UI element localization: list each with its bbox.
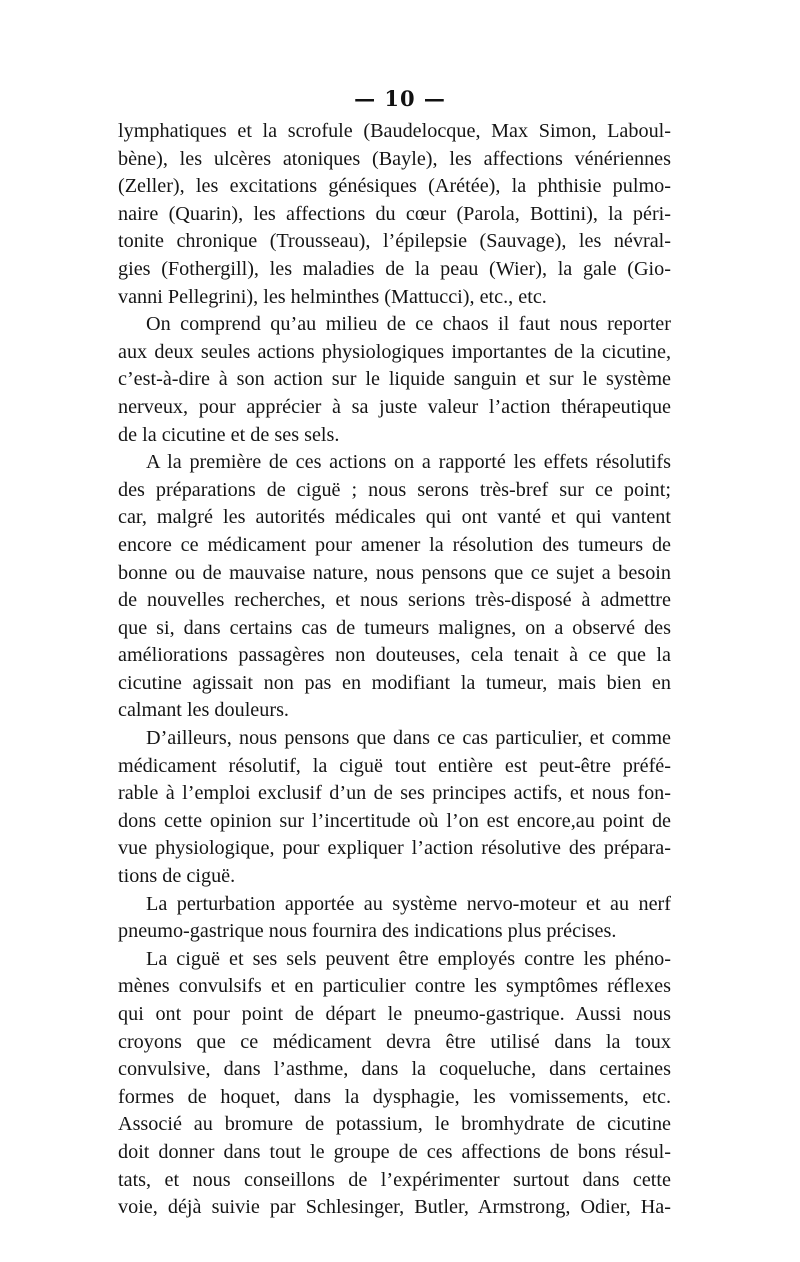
text-line: vanni Pellegrini), les helminthes (Mattucci), etc., etc.: [118, 285, 547, 308]
paragraph-start-line: A la première de ces actions on a rapporté les effets résolutifs: [146, 451, 671, 474]
text-line: de la cicutine et de ses sels.: [118, 423, 340, 446]
text-line: encore ce médicament pour amener la résolution des tumeurs de: [118, 533, 671, 556]
text-line: tats, et nous conseillons de l’expérimenter surtout dans cette: [118, 1168, 671, 1191]
paragraph-start-line: D’ailleurs, nous pensons que dans ce cas particulier, et comme: [146, 727, 671, 750]
text-line: c’est-à-dire à son action sur le liquide sanguin et sur le système: [118, 368, 671, 391]
text-line: lymphatiques et la scrofule (Baudelocque, Max Simon, Laboul-: [118, 120, 671, 142]
paragraph-start-line: La perturbation apportée au système nervo-moteur et au nerf: [146, 892, 671, 915]
text-line: aux deux seules actions physiologiques importantes de la cicutine,: [118, 340, 671, 363]
paragraph-start-line: La ciguë et ses sels peuvent être employés contre les phéno-: [146, 947, 671, 970]
text-line: naire (Quarin), les affections du cœur (Parola, Bottini), la péri-: [118, 202, 671, 225]
text-line: dons cette opinion sur l’incertitude où l’on est encore,au point de: [118, 809, 671, 832]
text-line: bonne ou de mauvaise nature, nous pensons que ce sujet a besoin: [118, 561, 671, 584]
text-line: convulsive, dans l’asthme, dans la coqueluche, dans certaines: [118, 1058, 671, 1081]
text-line: vue physiologique, pour expliquer l’action résolutive des prépara-: [118, 837, 671, 860]
text-line: mènes convulsifs et en particulier contre les symptômes réflexes: [118, 975, 671, 998]
text-line: médicament résolutif, la ciguë tout entière est peut-être préfé-: [118, 754, 671, 777]
text-line: doit donner dans tout le groupe de ces affections de bons résul-: [118, 1140, 671, 1163]
body-text: [118, 118, 671, 1222]
text-line: de nouvelles recherches, et nous serions très-disposé à admettre: [118, 589, 671, 612]
text-line: croyons que ce médicament devra être utilisé dans la toux: [118, 1030, 671, 1053]
text-line: gies (Fothergill), les maladies de la peau (Wier), la gale (Gio-: [118, 257, 671, 280]
text-line: des préparations de ciguë ; nous serons très-bref sur ce point;: [118, 478, 671, 501]
text-line: car, malgré les autorités médicales qui ont vanté et qui vantent: [118, 506, 671, 529]
text-line: (Zeller), les excitations génésiques (Arétée), la phthisie pulmo-: [118, 175, 671, 198]
text-line: rable à l’emploi exclusif d’un de ses principes actifs, et nous fon-: [118, 782, 671, 805]
text-line: voie, déjà suivie par Schlesinger, Butler, Armstrong, Odier, Ha-: [118, 1196, 671, 1219]
text-line: tonite chronique (Trousseau), l’épilepsie (Sauvage), les névral-: [118, 230, 671, 253]
text-line: qui ont pour point de départ le pneumo-gastrique. Aussi nous: [118, 1003, 671, 1025]
text-line: calmant les douleurs.: [118, 699, 289, 722]
text-line: cicutine agissait non pas en modifiant la tumeur, mais bien en: [118, 671, 671, 694]
text-line: améliorations passagères non douteuses, cela tenait à ce que la: [118, 644, 671, 667]
text-line: nerveux, pour apprécier à sa juste valeur l’action thérapeutique: [118, 395, 671, 418]
text-line: bène), les ulcères atoniques (Bayle), les affections vénériennes: [118, 147, 671, 170]
paragraph-start-line: On comprend qu’au milieu de ce chaos il faut nous reporter: [146, 313, 671, 336]
text-line: Associé au bromure de potassium, le bromhydrate de cicutine: [118, 1113, 671, 1136]
text-line: tions de ciguë.: [118, 865, 236, 888]
page-number: — 10 —: [354, 86, 446, 111]
text-line: que si, dans certains cas de tumeurs malignes, on a observé des: [118, 616, 671, 639]
text-line: pneumo-gastrique nous fournira des indications plus précises.: [118, 920, 617, 943]
text-line: formes de hoquet, dans la dysphagie, les vomissements, etc.: [118, 1085, 671, 1108]
